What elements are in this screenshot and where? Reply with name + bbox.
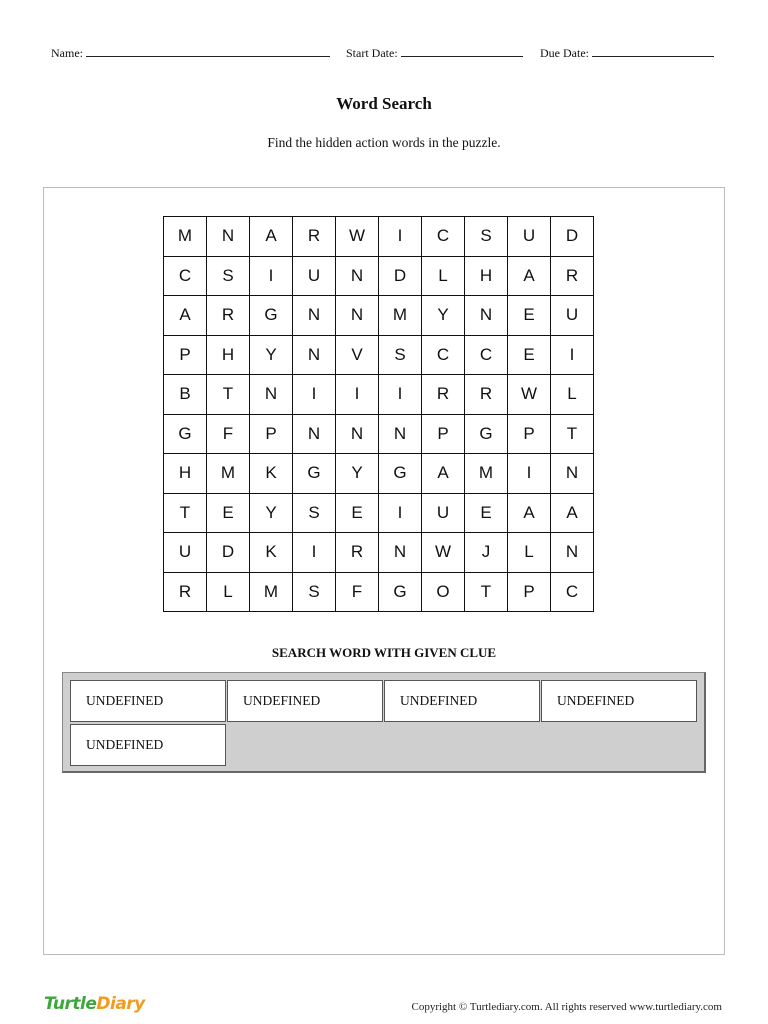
grid-cell[interactable]: S	[465, 217, 508, 257]
grid-cell[interactable]: G	[379, 572, 422, 612]
grid-cell[interactable]: G	[164, 414, 207, 454]
grid-cell[interactable]: N	[250, 375, 293, 415]
due-date-label: Due Date:	[540, 46, 589, 60]
grid-cell[interactable]: J	[465, 533, 508, 573]
grid-row	[164, 335, 594, 375]
grid-cell[interactable]: E	[336, 493, 379, 533]
grid-row	[164, 572, 594, 612]
grid-cell[interactable]: R	[164, 572, 207, 612]
grid-cell[interactable]: N	[293, 414, 336, 454]
grid-cell[interactable]: M	[164, 217, 207, 257]
grid-cell[interactable]: N	[551, 454, 594, 494]
grid-cell[interactable]: R	[551, 256, 594, 296]
clue-heading: SEARCH WORD WITH GIVEN CLUE	[271, 645, 497, 660]
grid-row	[164, 493, 594, 533]
grid-row	[164, 533, 594, 573]
clue-item: UNDEFINED	[541, 680, 697, 722]
grid-cell[interactable]: E	[465, 493, 508, 533]
start-date-line[interactable]	[401, 46, 523, 57]
grid-cell[interactable]: A	[551, 493, 594, 533]
grid-cell[interactable]: G	[465, 414, 508, 454]
grid-row	[164, 256, 594, 296]
grid-cell[interactable]: O	[422, 572, 465, 612]
clue-box	[62, 672, 706, 773]
grid-cell[interactable]: N	[293, 296, 336, 336]
clue-item: UNDEFINED	[384, 680, 540, 722]
grid-cell[interactable]: E	[508, 296, 551, 336]
grid-cell[interactable]: C	[551, 572, 594, 612]
grid-cell[interactable]: U	[551, 296, 594, 336]
grid-cell[interactable]: G	[250, 296, 293, 336]
grid-cell[interactable]: I	[379, 375, 422, 415]
grid-cell[interactable]: R	[465, 375, 508, 415]
grid-cell[interactable]: H	[207, 335, 250, 375]
grid-cell[interactable]: W	[336, 217, 379, 257]
grid-cell[interactable]: H	[465, 256, 508, 296]
grid-cell[interactable]: R	[207, 296, 250, 336]
due-date-line[interactable]	[592, 46, 714, 57]
grid-cell[interactable]: T	[465, 572, 508, 612]
name-field[interactable]	[51, 46, 330, 61]
grid-cell[interactable]: P	[164, 335, 207, 375]
grid-cell[interactable]: T	[164, 493, 207, 533]
page-title: Word Search	[336, 94, 432, 113]
grid-cell[interactable]: G	[379, 454, 422, 494]
start-date-label: Start Date:	[346, 46, 398, 60]
grid-cell[interactable]: S	[379, 335, 422, 375]
grid-cell[interactable]: N	[293, 335, 336, 375]
grid-cell[interactable]: I	[293, 375, 336, 415]
grid-cell[interactable]: W	[422, 533, 465, 573]
page-subtitle: Find the hidden action words in the puzzle.	[267, 135, 501, 150]
grid-cell[interactable]: D	[207, 533, 250, 573]
grid-cell[interactable]: M	[207, 454, 250, 494]
logo-part-diary: Diary	[96, 994, 145, 1014]
grid-cell[interactable]: R	[422, 375, 465, 415]
grid-cell[interactable]: A	[250, 217, 293, 257]
name-label: Name:	[51, 46, 83, 60]
grid-cell[interactable]: A	[508, 256, 551, 296]
grid-cell[interactable]: P	[250, 414, 293, 454]
grid-cell[interactable]: L	[207, 572, 250, 612]
grid-row	[164, 296, 594, 336]
grid-cell[interactable]: N	[551, 533, 594, 573]
grid-cell[interactable]: B	[164, 375, 207, 415]
clue-item: UNDEFINED	[70, 724, 226, 766]
grid-cell[interactable]: K	[250, 533, 293, 573]
grid-cell[interactable]: I	[336, 375, 379, 415]
grid-cell[interactable]: N	[336, 256, 379, 296]
grid-cell[interactable]: K	[250, 454, 293, 494]
copyright-text: Copyright © Turtlediary.com. All rights reserved www.turtlediary.com	[411, 1001, 722, 1013]
grid-cell[interactable]: N	[336, 414, 379, 454]
grid-cell[interactable]: E	[207, 493, 250, 533]
grid-cell[interactable]: C	[164, 256, 207, 296]
grid-cell[interactable]: Y	[336, 454, 379, 494]
grid-cell[interactable]: L	[508, 533, 551, 573]
grid-cell[interactable]: D	[551, 217, 594, 257]
grid-cell[interactable]: S	[293, 493, 336, 533]
grid-row	[164, 454, 594, 494]
grid-cell[interactable]: A	[508, 493, 551, 533]
grid-cell[interactable]: S	[293, 572, 336, 612]
grid-cell[interactable]: R	[336, 533, 379, 573]
grid-cell[interactable]: I	[379, 217, 422, 257]
word-search-grid	[163, 216, 594, 612]
grid-cell[interactable]: N	[336, 296, 379, 336]
grid-cell[interactable]: U	[422, 493, 465, 533]
grid-cell[interactable]: A	[164, 296, 207, 336]
grid-cell[interactable]: F	[336, 572, 379, 612]
grid-cell[interactable]: Y	[250, 335, 293, 375]
grid-cell[interactable]: W	[508, 375, 551, 415]
grid-cell[interactable]: N	[379, 533, 422, 573]
grid-cell[interactable]: P	[508, 414, 551, 454]
clue-item: UNDEFINED	[227, 680, 383, 722]
grid-cell[interactable]: N	[379, 414, 422, 454]
grid-cell[interactable]: R	[293, 217, 336, 257]
grid-cell[interactable]: I	[250, 256, 293, 296]
grid-cell[interactable]: U	[164, 533, 207, 573]
grid-cell[interactable]: Y	[250, 493, 293, 533]
grid-cell[interactable]: E	[508, 335, 551, 375]
grid-cell[interactable]: S	[207, 256, 250, 296]
grid-cell[interactable]: I	[551, 335, 594, 375]
grid-cell[interactable]: F	[207, 414, 250, 454]
grid-cell[interactable]: U	[293, 256, 336, 296]
start-date-field[interactable]	[346, 46, 523, 61]
due-date-field[interactable]	[540, 46, 714, 61]
grid-cell[interactable]: G	[293, 454, 336, 494]
grid-cell[interactable]: Y	[422, 296, 465, 336]
grid-cell[interactable]: A	[422, 454, 465, 494]
grid-cell[interactable]: U	[508, 217, 551, 257]
turtlediary-logo	[44, 994, 145, 1014]
grid-cell[interactable]: M	[465, 454, 508, 494]
grid-cell[interactable]: L	[551, 375, 594, 415]
grid-cell[interactable]: D	[379, 256, 422, 296]
grid-cell[interactable]: C	[422, 335, 465, 375]
grid-cell[interactable]: T	[551, 414, 594, 454]
grid-cell[interactable]: T	[207, 375, 250, 415]
grid-cell[interactable]: I	[379, 493, 422, 533]
grid-row	[164, 375, 594, 415]
grid-cell[interactable]: I	[508, 454, 551, 494]
grid-row	[164, 414, 594, 454]
grid-cell[interactable]: C	[465, 335, 508, 375]
grid-cell[interactable]: M	[250, 572, 293, 612]
grid-cell[interactable]: I	[293, 533, 336, 573]
grid-cell[interactable]: P	[508, 572, 551, 612]
clue-item: UNDEFINED	[70, 680, 226, 722]
grid-cell[interactable]: H	[164, 454, 207, 494]
grid-row	[164, 217, 594, 257]
grid-cell[interactable]: N	[207, 217, 250, 257]
grid-cell[interactable]: M	[379, 296, 422, 336]
grid-cell[interactable]: P	[422, 414, 465, 454]
grid-cell[interactable]: L	[422, 256, 465, 296]
grid-cell[interactable]: N	[465, 296, 508, 336]
grid-cell[interactable]: C	[422, 217, 465, 257]
name-line[interactable]	[86, 46, 330, 57]
logo-part-turtle: Turtle	[44, 994, 97, 1014]
grid-cell[interactable]: V	[336, 335, 379, 375]
